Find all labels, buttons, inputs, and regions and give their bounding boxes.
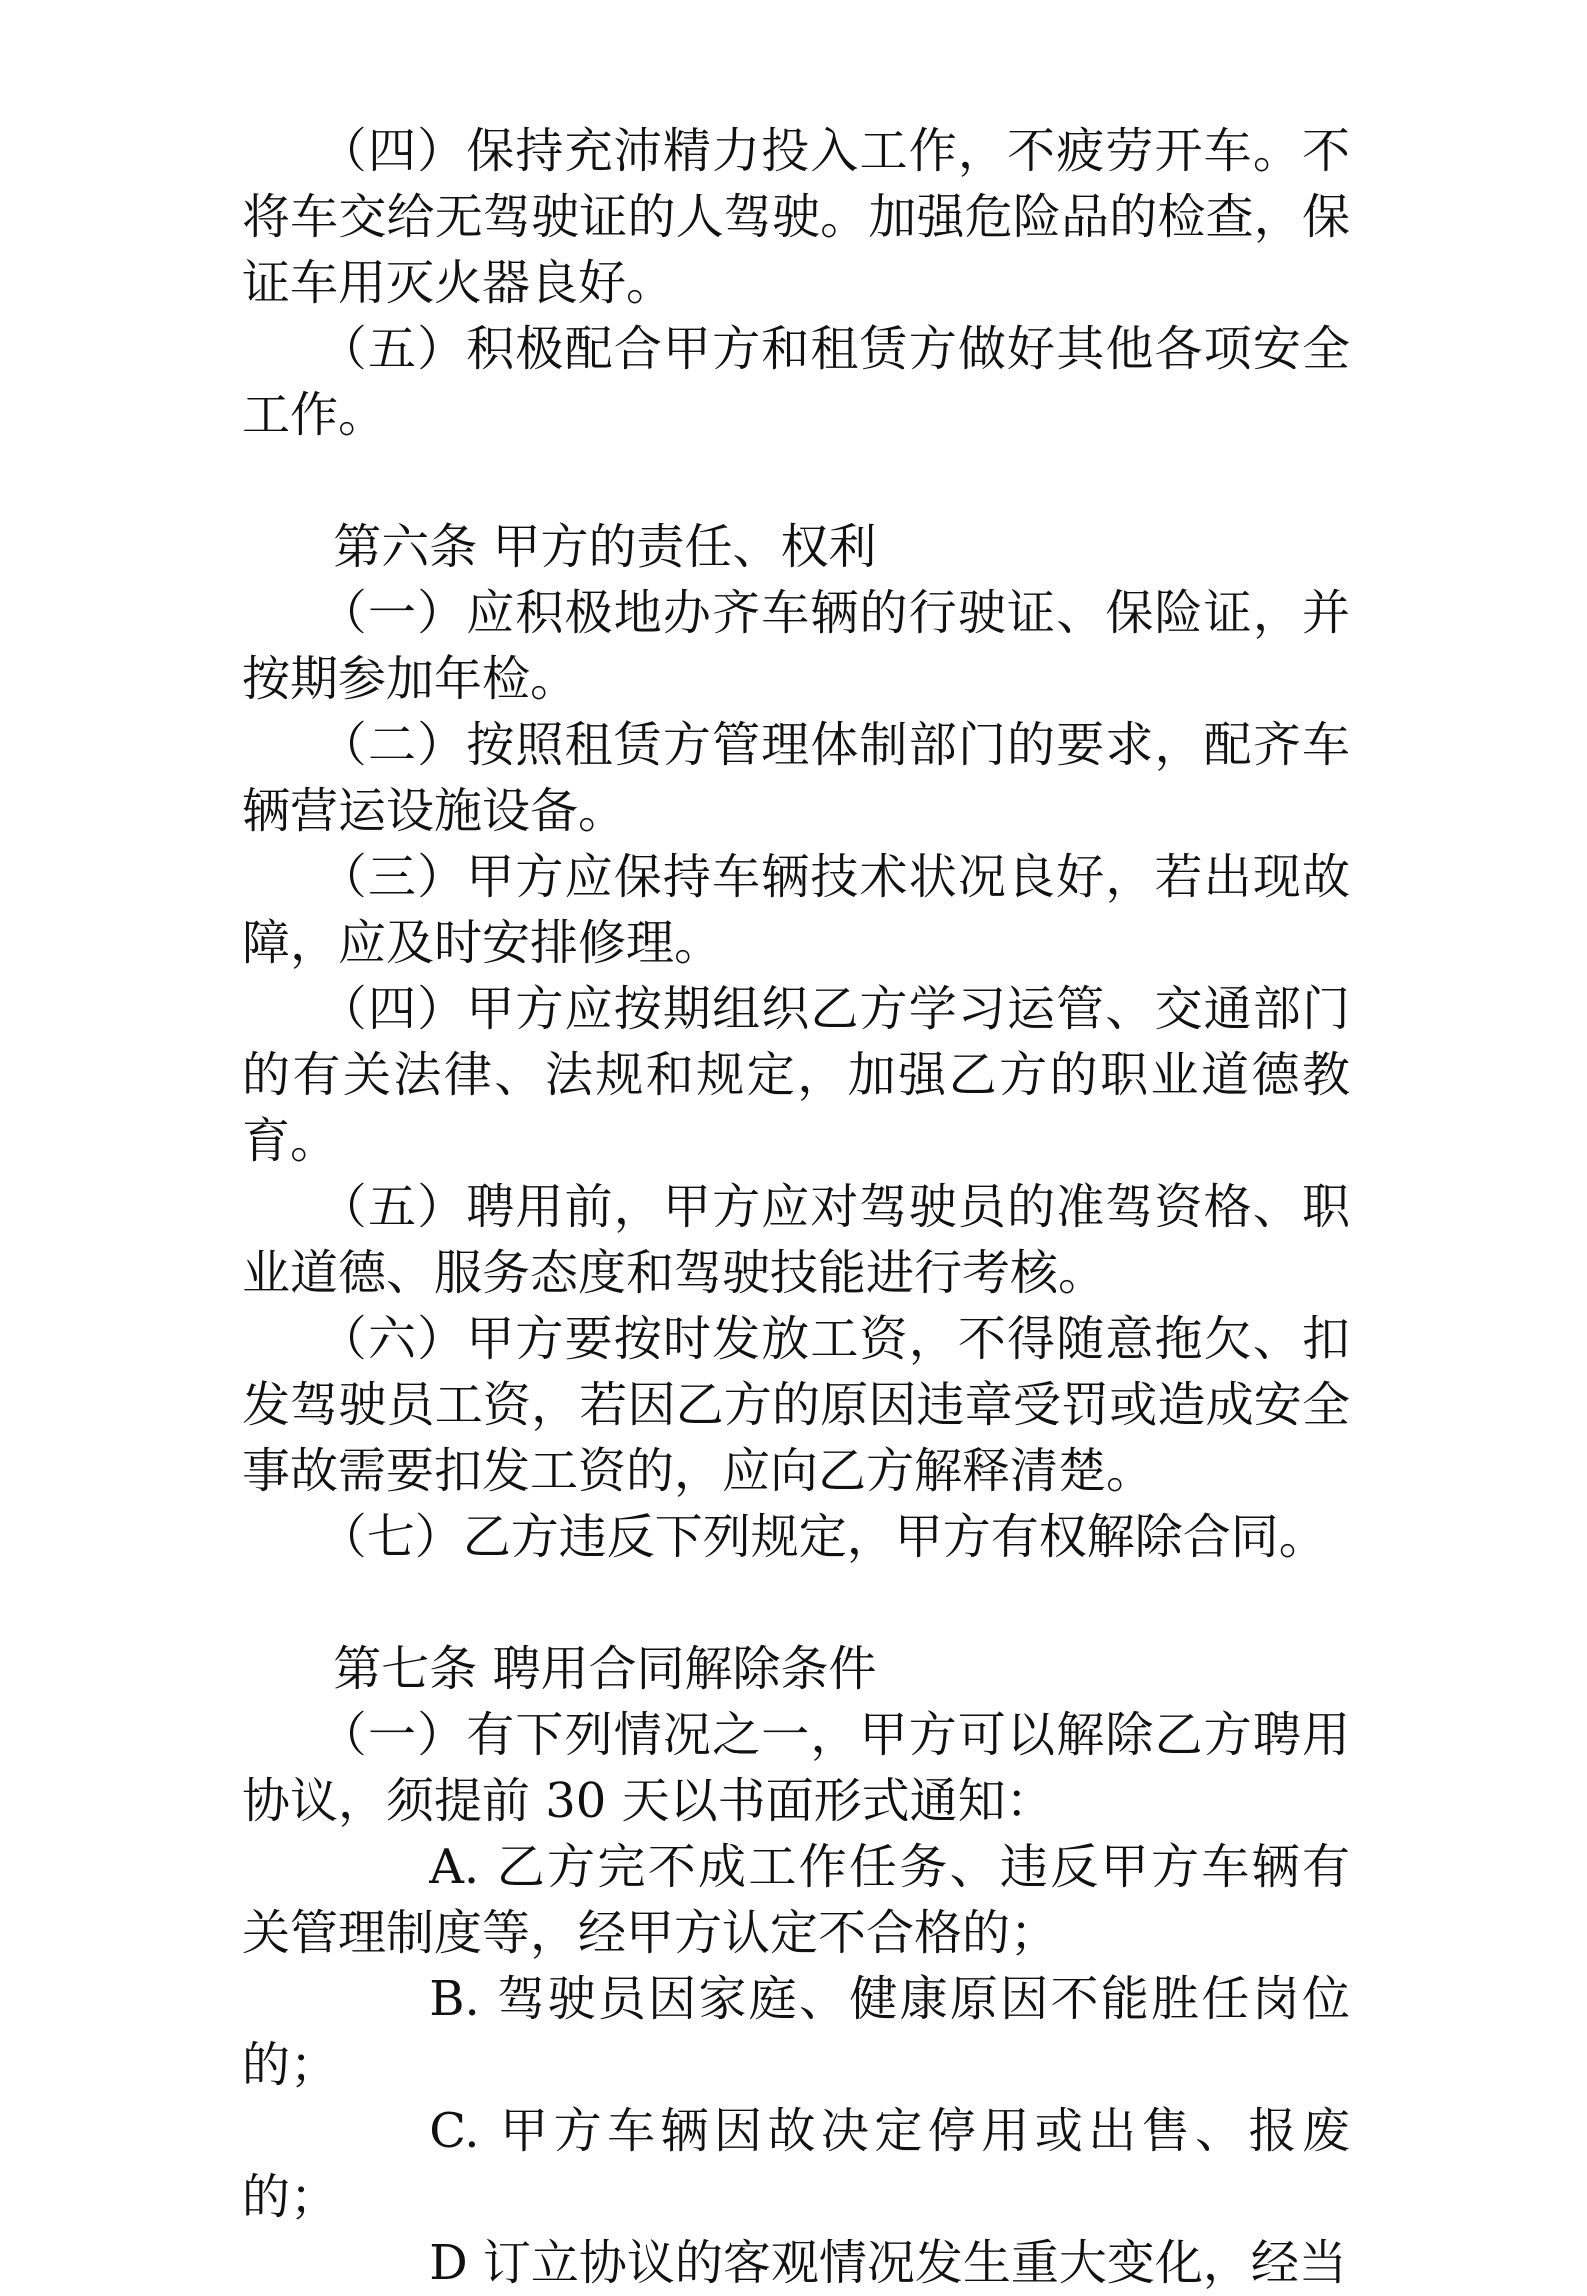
section6-item-7: （七）乙方违反下列规定，甲方有权解除合同。 <box>318 1509 1327 1565</box>
section5-item-4: （四）保持充沛精力投入工作，不疲劳开车。不将车交给无驾驶证的人驾驶。加强危险品的检查，保证车用灭火器良好。 <box>242 123 1350 311</box>
section6-item-1: （一）应积极地办齐车辆的行驶证、保险证，并按期参加年检。 <box>242 585 1350 707</box>
document-page <box>242 118 1350 2296</box>
section7-subitem-b: B. 驾驶员因家庭、健康原因不能胜任岗位的； <box>242 1971 1350 2093</box>
section6-item-4: （四）甲方应按期组织乙方学习运管、交通部门的有关法律、法规和规定，加强乙方的职业道德教育。 <box>242 981 1350 1169</box>
paragraph-gap <box>242 448 1350 514</box>
section6-item-3: （三）甲方应保持车辆技术状况良好，若出现故障，应及时安排修理。 <box>242 849 1350 971</box>
section7-subitem-d: D 订立协议的客观情况发生重大变化，经当 <box>429 2235 1347 2291</box>
section6-item-6: （六）甲方要按时发放工资，不得随意拖欠、扣发驾驶员工资，若因乙方的原因违章受罚或造成安全事故需要扣发工资的，应向乙方解释清楚。 <box>242 1311 1350 1499</box>
section7-intro: （一）有下列情况之一，甲方可以解除乙方聘用协议，须提前 30 天以书面形式通知： <box>242 1707 1350 1829</box>
section6-item-5: （五）聘用前，甲方应对驾驶员的准驾资格、职业道德、服务态度和驾驶技能进行考核。 <box>242 1179 1350 1301</box>
section5-item-5: （五）积极配合甲方和租赁方做好其他各项安全工作。 <box>242 321 1350 443</box>
paragraph-gap <box>242 1570 1350 1636</box>
section7-subitem-a: A. 乙方完不成工作任务、违反甲方车辆有关管理制度等，经甲方认定不合格的； <box>242 1839 1350 1961</box>
section6-heading: 第六条 甲方的责任、权利 <box>333 519 877 575</box>
section6-item-2: （二）按照租赁方管理体制部门的要求，配齐车辆营运设施设备。 <box>242 717 1350 839</box>
section7-subitem-c: C. 甲方车辆因故决定停用或出售、报废的； <box>242 2103 1350 2225</box>
section7-heading: 第七条 聘用合同解除条件 <box>333 1641 877 1697</box>
